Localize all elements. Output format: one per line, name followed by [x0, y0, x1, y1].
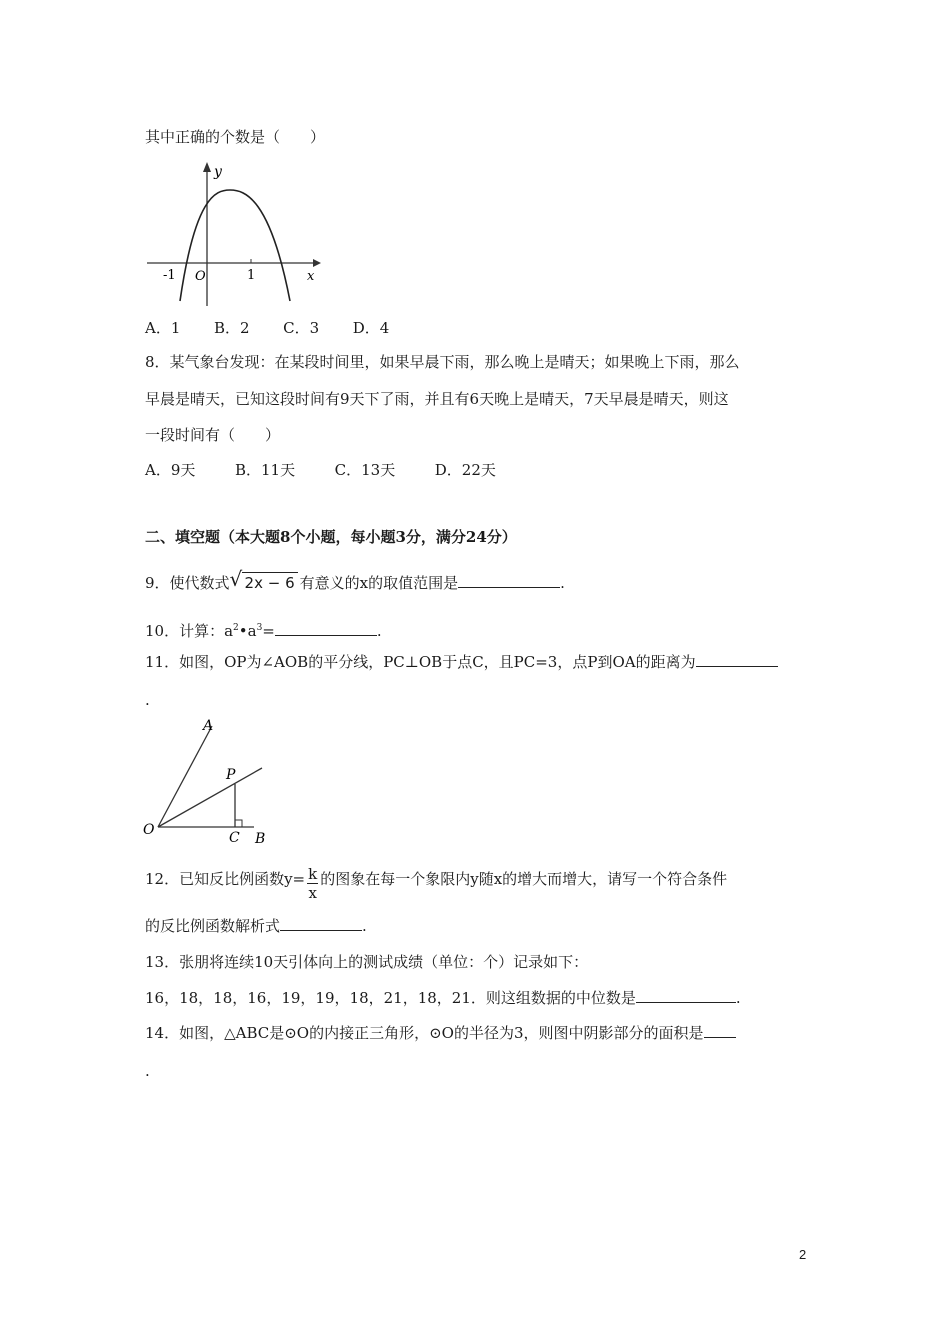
q8-option-d: D．22天	[434, 461, 496, 479]
q7-option-c: C．3	[283, 319, 320, 337]
x-axis-arrow	[313, 259, 321, 267]
q7-option-a: A．1	[145, 319, 181, 337]
q11-text: 11．如图，OP为∠AOB的平分线，PC⊥OB于点C，且PC=3，点P到OA的距离为	[145, 653, 696, 671]
q8-line2: 早晨是晴天，已知这段时间有9天下了雨，并且有6天晚上是晴天，7天早晨是晴天，则这	[145, 390, 729, 408]
q9-prefix: 9．使代数式	[145, 574, 230, 592]
x-axis-label: x	[307, 269, 315, 284]
right-angle-mark	[235, 820, 242, 827]
label-P: P	[226, 767, 236, 783]
q9-answer-blank[interactable]	[458, 573, 560, 588]
q10-line	[145, 618, 382, 641]
q9-end: .	[560, 574, 565, 592]
q9-line	[145, 567, 565, 593]
q11-angle-figure	[140, 712, 280, 847]
q14-text: 14．如图，△ABC是⊙O的内接正三角形，⊙O的半径为3，则图中阴影部分的面积是	[145, 1024, 704, 1042]
y-axis-label: y	[214, 164, 222, 180]
q12-frac-numerator: k	[308, 865, 318, 883]
q14-line	[145, 1023, 736, 1043]
q12-fraction	[307, 865, 318, 902]
y-axis-arrow	[203, 162, 211, 172]
q9-sqrt	[229, 567, 298, 593]
q12-frac-denominator: x	[308, 884, 317, 902]
q9-suffix: 有意义的x的取值范围是	[299, 574, 459, 592]
section2-title: 二、填空题（本大题8个小题，每小题3分，满分24分）	[145, 528, 517, 546]
q10-prefix: 10．计算：a	[145, 622, 234, 640]
q12-line2-text: 的反比例函数解析式	[145, 917, 281, 935]
q8-option-c: C．13天	[334, 461, 396, 479]
q11-answer-blank[interactable]	[696, 652, 778, 667]
q13-line2	[145, 988, 741, 1008]
q10-exp1: 2	[233, 623, 239, 633]
q10-answer-blank[interactable]	[275, 621, 377, 636]
q12-line1	[145, 865, 727, 902]
q10-eq: =	[262, 622, 275, 640]
q8-line3: 一段时间有（ ）	[145, 426, 281, 444]
label-O: O	[143, 822, 155, 838]
q8-option-a: A．9天	[145, 461, 196, 479]
q13-line1: 13．张朋将连续10天引体向上的测试成绩（单位：个）记录如下：	[145, 953, 589, 971]
q7-parabola-graph	[145, 158, 325, 308]
q11-end: .	[145, 691, 150, 709]
q7-stem-tail: 其中正确的个数是（ ）	[145, 128, 326, 146]
q9-radicand: 2x − 6	[242, 572, 298, 593]
parabola-curve	[180, 190, 290, 301]
q14-answer-blank[interactable]	[704, 1023, 736, 1038]
page-number: 2	[799, 1247, 807, 1262]
q12-prefix: 12．已知反比例函数y=	[145, 870, 306, 888]
q7-option-b: B．2	[213, 319, 250, 337]
q7-option-d: D．4	[352, 319, 390, 337]
q7-options	[145, 318, 389, 338]
sqrt-symbol: √	[229, 567, 243, 591]
q8-options	[145, 460, 496, 480]
q14-end: .	[145, 1062, 150, 1080]
tick-1-label: 1	[247, 268, 256, 283]
q13-end: .	[735, 989, 741, 1007]
q10-exp2: 3	[256, 623, 263, 633]
q8-option-b: B．11天	[234, 461, 296, 479]
q10-dot: •a	[238, 622, 257, 640]
origin-label: O	[195, 269, 206, 284]
q12-suffix: 的图象在每一个象限内y随x的增大而增大，请写一个符合条件	[320, 870, 728, 888]
tick-neg1-label: -1	[163, 268, 176, 283]
q11-line	[145, 652, 778, 672]
label-A: A	[203, 718, 214, 734]
q12-end: .	[362, 917, 367, 935]
q8-line1: 8．某气象台发现：在某段时间里，如果早晨下雨，那么晚上是晴天；如果晚上下雨，那么	[145, 353, 740, 371]
q10-end: .	[376, 622, 382, 640]
label-B: B	[255, 831, 266, 847]
q13-answer-blank[interactable]	[636, 988, 736, 1003]
q12-line2	[145, 916, 367, 936]
label-C: C	[229, 830, 240, 846]
q13-line2-text: 16，18，18，16，19，19，18，21，18，21．则这组数据的中位数是	[145, 989, 636, 1007]
q12-answer-blank[interactable]	[280, 916, 362, 931]
